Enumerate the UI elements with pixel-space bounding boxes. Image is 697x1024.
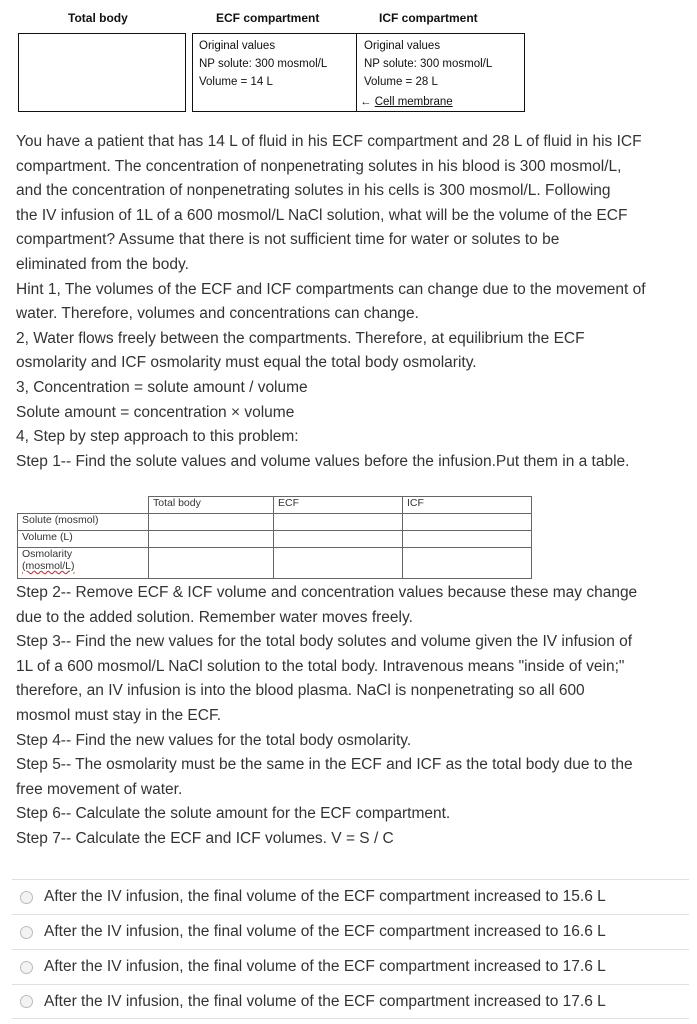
table-header-row	[18, 497, 532, 514]
table-cell	[274, 548, 403, 579]
ecf-header: ECF compartment	[216, 11, 320, 25]
radio-button[interactable]	[20, 926, 33, 939]
cell-membrane-text: Cell membrane	[374, 96, 453, 108]
table-cell	[149, 514, 274, 531]
ecf-values	[199, 37, 327, 91]
total-body-column-header: Total body	[149, 497, 274, 514]
radio-button[interactable]	[20, 891, 33, 904]
radio-button[interactable]	[20, 995, 33, 1008]
icf-header: ICF compartment	[379, 11, 478, 25]
step-line: therefore, an IV infusion is into the blood plasma. NaCl is nonpenetrating so all 600	[16, 682, 585, 700]
step-line: Step 1-- Find the solute values and volume values before the infusion.Put them in a table.	[16, 452, 630, 470]
answer-option-label: After the IV infusion, the final volume of the ECF compartment increased to 15.6 L	[44, 888, 606, 905]
step-line: Step 7-- Calculate the ECF and ICF volumes. V = S / C	[16, 829, 394, 847]
ecf-icf-box	[192, 33, 525, 112]
step-line: 1L of a 600 mosmol/L NaCl solution to the total body. Intravenous means "inside of vein;"	[16, 657, 625, 675]
table-cell	[403, 548, 532, 579]
hint-line: 2, Water flows freely between the compartments. Therefore, at equilibrium the ECF	[16, 329, 585, 347]
step-line: Step 5-- The osmolarity must be the same in the ECF and ICF as the total body due to the	[16, 756, 633, 774]
total-body-header: Total body	[68, 11, 128, 25]
hint-line: Hint 1, The volumes of the ECF and ICF compartments can change due to the movement of	[16, 280, 646, 298]
table-cell	[274, 514, 403, 531]
volume-row-label: Volume (L)	[18, 531, 149, 548]
ecf-solute: NP solute: 300 mosmol/L	[199, 58, 328, 70]
step-line: Step 4-- Find the new values for the total body osmolarity.	[16, 731, 412, 749]
question-line: eliminated from the body.	[16, 255, 189, 273]
table-cell	[403, 531, 532, 548]
osmolarity-label: Osmolarity	[22, 548, 73, 560]
values-table	[17, 496, 532, 579]
total-body-box	[18, 33, 186, 112]
hint-line: 3, Concentration = solute amount / volume	[16, 378, 308, 396]
cell-membrane-label	[360, 96, 453, 108]
answer-option[interactable]	[12, 914, 689, 949]
solute-row-label: Solute (mosmol)	[18, 514, 149, 531]
step-line: free movement of water.	[16, 780, 183, 798]
radio-button[interactable]	[20, 961, 33, 974]
answer-option-label: After the IV infusion, the final volume of the ECF compartment increased to 17.6 L	[44, 958, 606, 975]
table-corner-cell	[18, 497, 149, 514]
icf-volume: Volume = 28 L	[364, 76, 438, 88]
answer-option[interactable]	[12, 879, 689, 914]
table-row	[18, 548, 532, 579]
table-cell	[149, 531, 274, 548]
hint-line: osmolarity and ICF osmolarity must equal the total body osmolarity.	[16, 354, 477, 372]
question-line: the IV infusion of 1L of a 600 mosmol/L NaCl solution, what will be the volume of the ECF	[16, 206, 628, 224]
table-cell	[274, 531, 403, 548]
answer-option-label: After the IV infusion, the final volume of the ECF compartment increased to 17.6 L	[44, 992, 606, 1010]
steps-text	[16, 581, 692, 852]
icf-values	[364, 37, 492, 91]
icf-solute: NP solute: 300 mosmol/L	[364, 58, 493, 70]
step-line: due to the added solution. Remember water moves freely.	[16, 608, 413, 626]
left-arrow-icon: ←	[360, 96, 372, 108]
table-row	[18, 531, 532, 548]
question-text	[16, 130, 692, 474]
icf-original-label: Original values	[364, 40, 441, 52]
question-line: and the concentration of nonpenetrating solutes in his cells is 300 mosmol/L. Following	[16, 182, 611, 200]
compartment-diagram	[0, 0, 697, 120]
osmolarity-row-label	[18, 548, 149, 579]
hint-line: Solute amount = concentration × volume	[16, 403, 295, 421]
answer-option-label: After the IV infusion, the final volume of the ECF compartment increased to 16.6 L	[44, 923, 606, 940]
table-cell	[403, 514, 532, 531]
table-cell	[149, 548, 274, 579]
step-line: Step 6-- Calculate the solute amount for the ECF compartment.	[16, 805, 451, 823]
compartment-divider	[356, 34, 357, 111]
question-line: You have a patient that has 14 L of fluid in his ECF compartment and 28 L of fluid in his ICF	[16, 133, 642, 150]
table-row	[18, 514, 532, 531]
hint-line: 4, Step by step approach to this problem:	[16, 428, 299, 446]
ecf-volume: Volume = 14 L	[199, 76, 273, 88]
answer-options	[12, 879, 689, 1019]
answer-option[interactable]	[12, 984, 689, 1019]
ecf-original-label: Original values	[199, 40, 276, 52]
ecf-column-header: ECF	[274, 497, 403, 514]
question-line: compartment. The concentration of nonpenetrating solutes in his blood is 300 mosmol/L,	[16, 157, 622, 175]
step-line: Step 3-- Find the new values for the total body solutes and volume given the IV infusion of	[16, 633, 633, 651]
question-line: compartment? Assume that there is not sufficient time for water or solutes to be	[16, 231, 560, 249]
osmolarity-unit: (mosmol/L)	[22, 560, 75, 572]
step-line: Step 2-- Remove ECF & ICF volume and concentration values because these may change	[16, 584, 638, 601]
hint-line: water. Therefore, volumes and concentrations can change.	[16, 305, 419, 323]
step-line: mosmol must stay in the ECF.	[16, 706, 222, 724]
icf-column-header: ICF	[403, 497, 532, 514]
answer-option[interactable]	[12, 949, 689, 984]
